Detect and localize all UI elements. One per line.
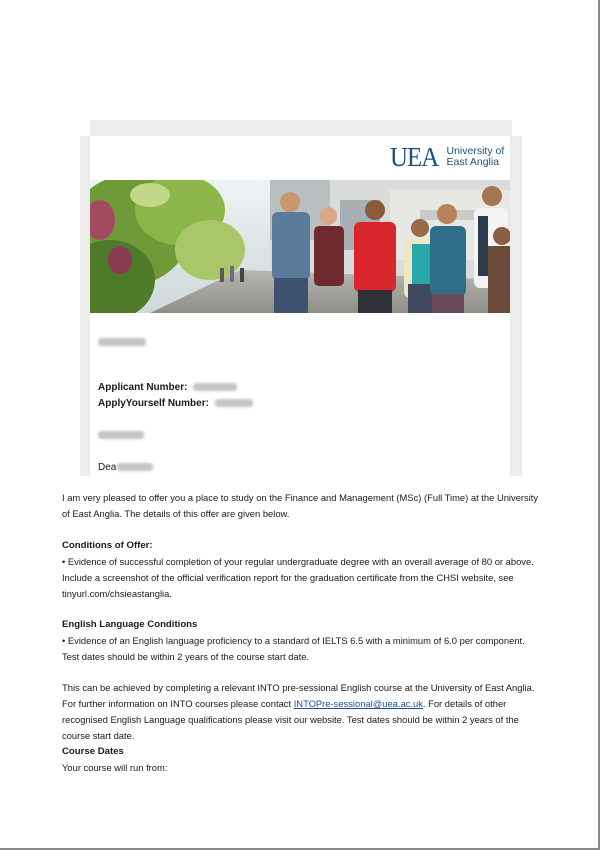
conditions-heading: Conditions of Offer: — [62, 540, 153, 551]
students-hero-photo — [90, 180, 510, 313]
uea-logo-line2: East Anglia — [446, 156, 500, 168]
applyyourself-number-label: ApplyYourself Number: — [98, 398, 209, 409]
salutation — [98, 461, 153, 475]
redacted-salutation-name — [117, 463, 153, 471]
redacted-applyyourself-number — [215, 399, 253, 407]
redacted-date — [98, 338, 146, 346]
into-paragraph-end: . For details of other recognised English Language qualifications please visit our website. Test dates should be within 2 years of the course start date. — [62, 698, 519, 741]
course-dates-heading: Course Dates — [62, 746, 124, 757]
into-email-link[interactable]: INTOPre-sessional@uea.ac.uk — [293, 698, 423, 709]
redacted-applicant-name — [98, 431, 144, 439]
applyyourself-number-line — [98, 397, 253, 411]
english-text: • Evidence of an English language proficiency to a standard of IELTS 6.5 with a minimum of 6.0 per component. Test dates should be within 2 years of the course start date. — [62, 635, 525, 662]
applicant-number-label: Applicant Number: — [98, 382, 188, 393]
students-photo-illustration — [90, 180, 510, 313]
uea-logo-line1: University of — [446, 145, 505, 157]
redacted-applicant-number — [193, 383, 237, 391]
letter-card-left-edge — [80, 136, 90, 476]
intro-paragraph: I am very pleased to offer you a place to study on the Finance and Management (MSc) (Full Time) at the University of East Anglia. The details of this offer are given below. — [62, 492, 539, 519]
letter-card-right-edge — [510, 136, 522, 476]
english-heading: English Language Conditions — [62, 619, 198, 630]
into-paragraph — [62, 680, 542, 744]
uea-logo-mark: UEA — [390, 142, 439, 172]
letter-card-top — [90, 120, 512, 136]
applicant-number-line — [98, 381, 237, 395]
into-paragraph-start: This can be achieved by completing a relevant INTO pre-sessional English course at the University of East Anglia. For further information on INTO courses please contact — [62, 682, 535, 709]
salutation-prefix: Dea — [98, 462, 117, 473]
course-dates-text: Your course will run from: — [62, 762, 168, 773]
conditions-text: • Evidence of successful completion of your regular undergraduate degree with an overall average of 80 or above. Include a screenshot of the official verification report for the graduation certificate from the CHSI website, see tinyurl.com/chsieastanglia. — [62, 556, 534, 599]
uea-logo — [390, 143, 504, 171]
uea-logo-text — [447, 146, 505, 168]
